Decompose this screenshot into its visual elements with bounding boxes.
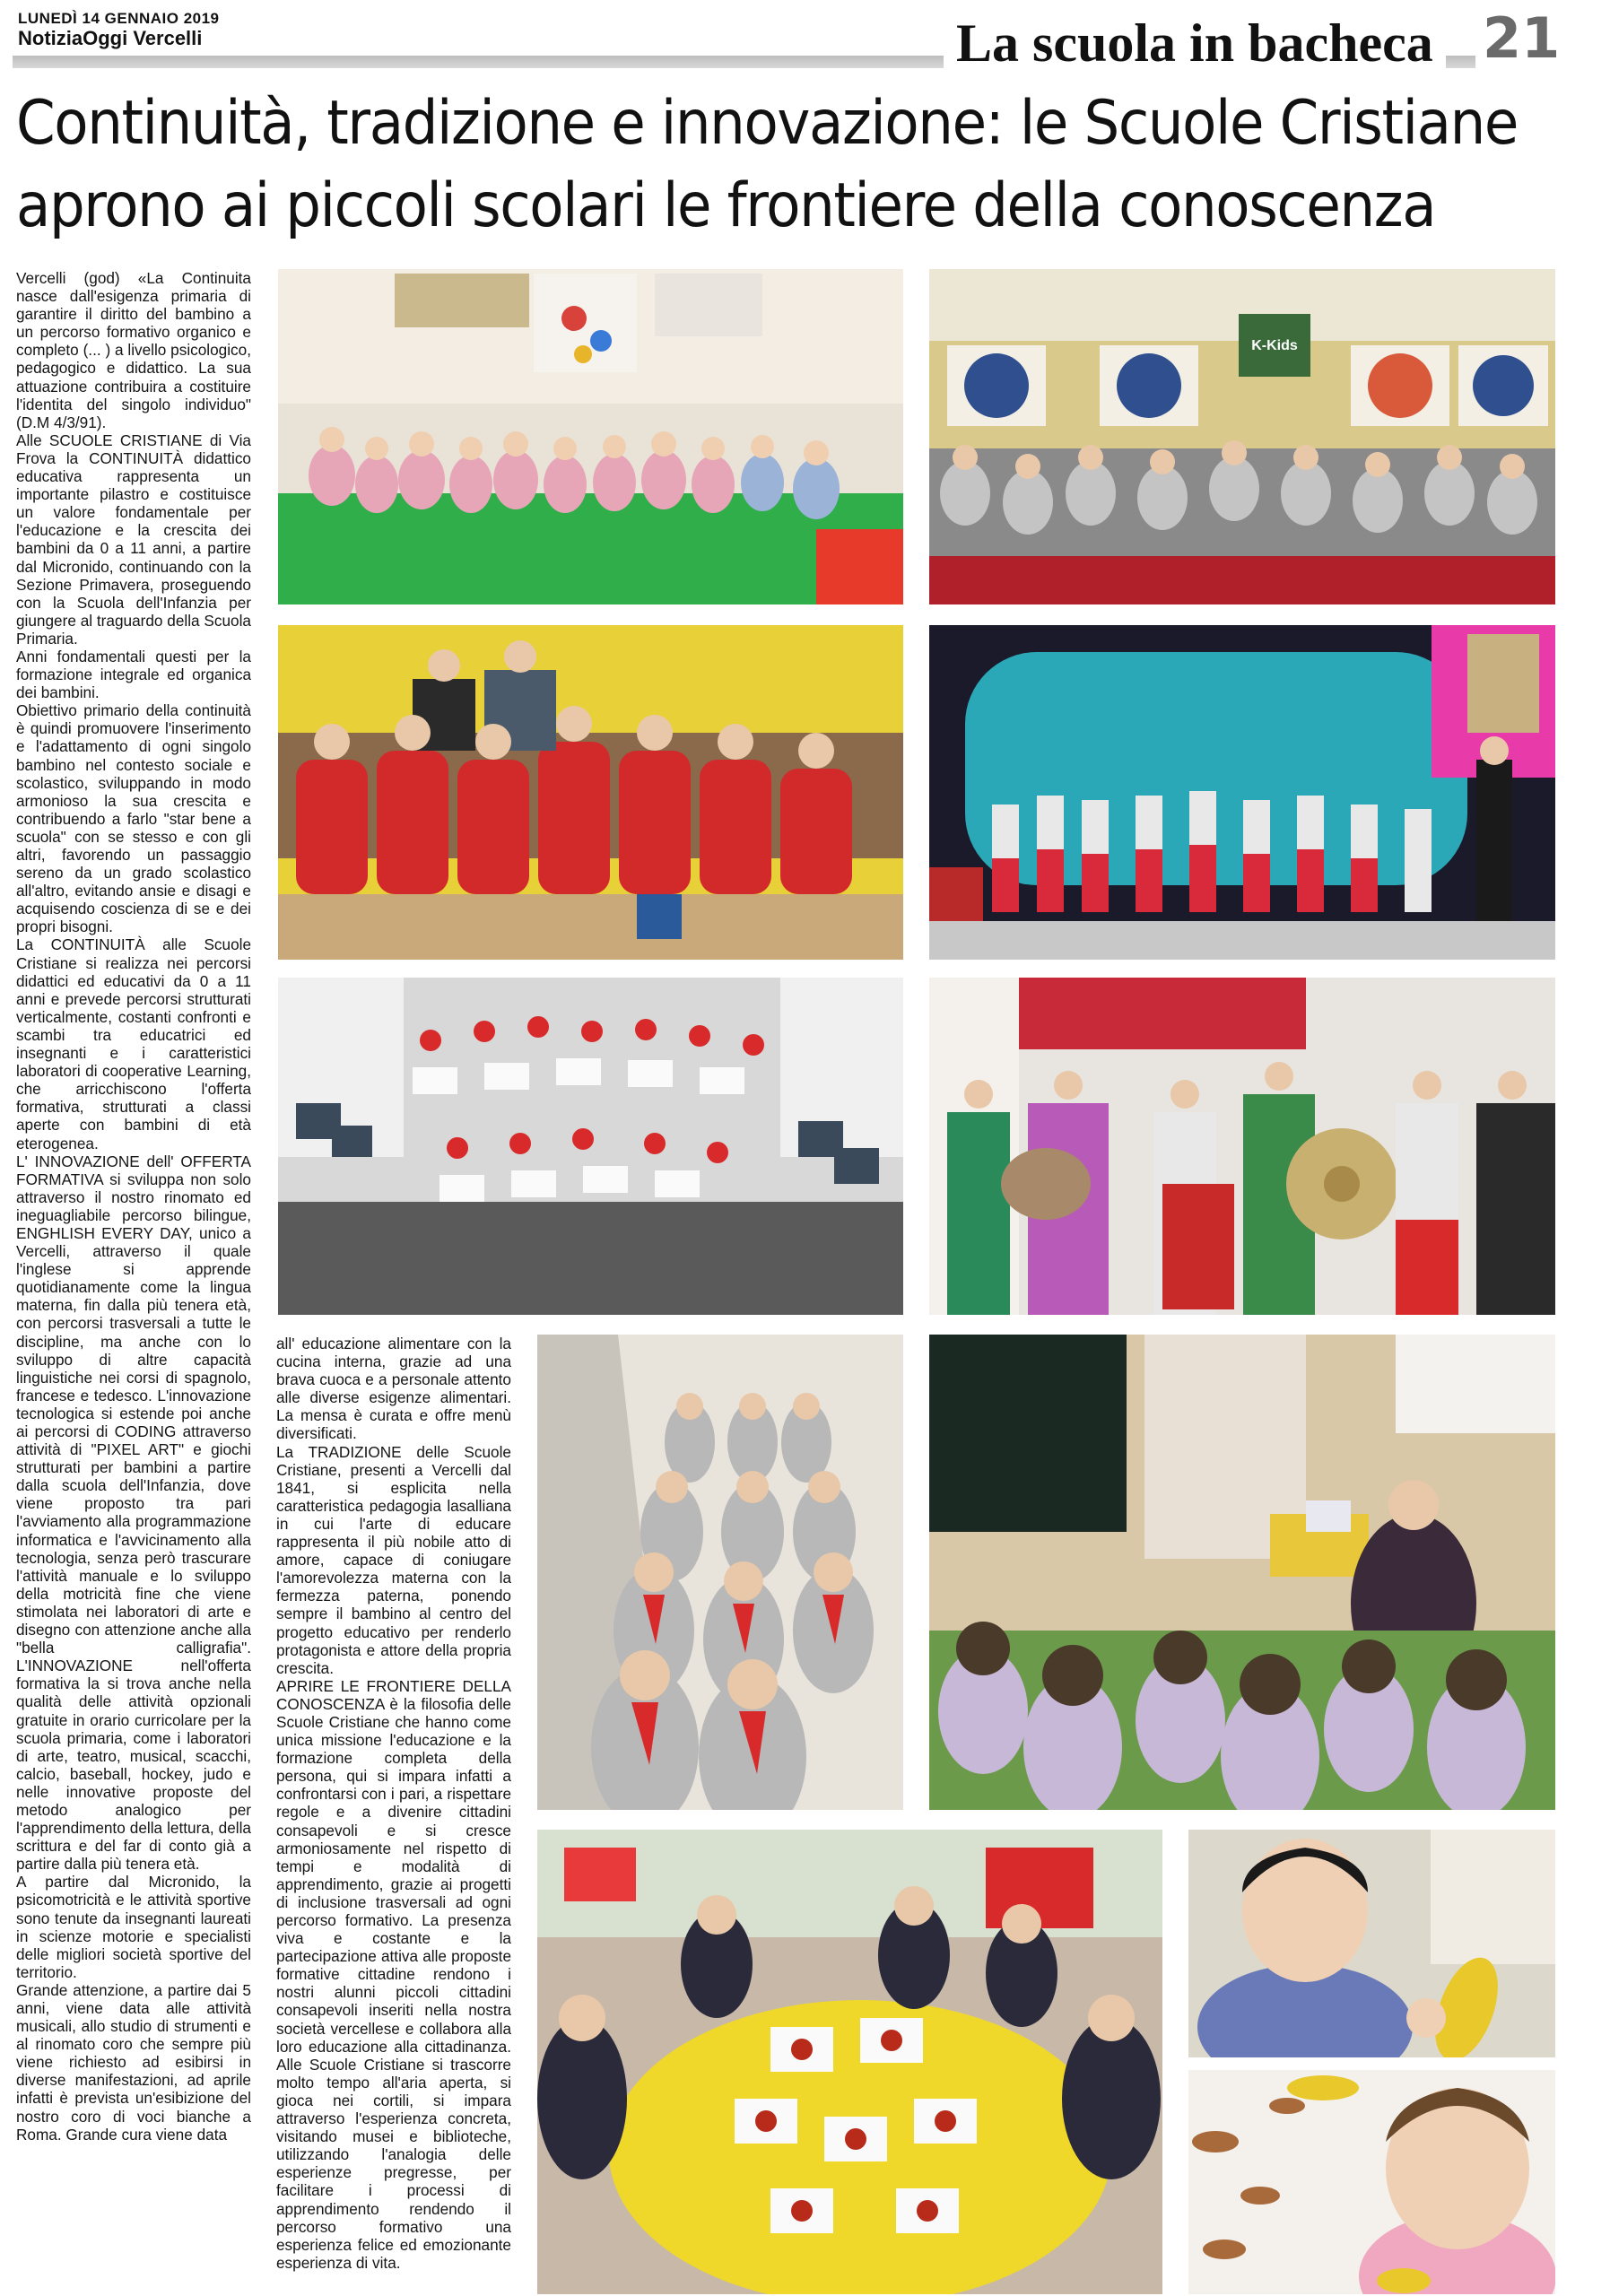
- photo-handprint-table: [537, 1830, 1162, 2294]
- article-paragraph: La CONTINUITÀ alle Scuole Cristiane si realizza nei percorsi didattici ed educativi da 0 a 11 anni e prevede percorsi strutturati verticalmente, costanti confronti e scambi tra educatrici ed insegnanti e i caratteristici laboratori di cooperative Learning, che arricchiscono l'offerta formativa, strutturati a classi aperte con bambini di età eterogenea.: [16, 935, 251, 1152]
- issue-date: LUNEDÌ 14 GENNAIO 2019: [18, 10, 220, 27]
- photo-toddlers-with-teacher: [929, 1335, 1555, 1810]
- kkids-sign-text: K-Kids: [1251, 338, 1298, 353]
- article-paragraph: Grande attenzione, a partire dai 5 anni, viene data alle attività musicali, allo studio di strumenti e al rinomato coro che sempre più viene richiesto ad esibirsi in diverse manifestazioni, ad aprile infatti è prevista un'esibizione del nostro coro di voci bianche a Roma. Grande cura viene data: [16, 1980, 251, 2144]
- masthead: [18, 11, 220, 49]
- section-title: La scuola in bacheca: [944, 13, 1446, 74]
- headline: [16, 83, 1518, 248]
- photo-red-tracksuit-group: [278, 625, 903, 960]
- photo-toddler-with-corn: [1188, 1830, 1555, 2057]
- headline-line-2: aprono ai piccoli scolari le frontiere della conoscenza: [16, 170, 1436, 241]
- photo-computer-lab: [278, 978, 903, 1315]
- article-paragraph: Obiettivo primario della continuità è quindi promuovere l'inserimento e l'adattamento di ogni singolo bambino nel contesto sociale e scolastico, sviluppando in modo armonioso la sua crescita e contribuendo a farlo "star bene a scuola" con se stesso e con gli altri, favorendo un passaggio sereno da un grado scolastico all'altro, evitando ansie e disagi e acquisendo coscienza di se e dei propri bisogni.: [16, 701, 251, 936]
- article-paragraph: Alle SCUOLE CRISTIANE di Via Frova la CONTINUITÀ didattico educativa rappresenta un importante pilastro e costituisce un valore fondamentale per l'educazione e la crescita dei bambini da 0 a 11 anni, a partire dal Micronido, continuando con la Sezione Primavera, proseguendo con la Scuola dell'Infanzia per giungere al traguardo della Scuola Primaria.: [16, 430, 251, 648]
- article-paragraph: all' educazione alimentare con la cucina interna, grazie ad una brava cuoca e a personale attento alle diverse esigenze alimentari. La mensa è curata e offre menù diversificati.: [276, 1335, 511, 1443]
- article-paragraph: Vercelli (god) «La Continuita nasce dall'esigenza primaria di garantire il diritto del bambino a un percorso formativo organico e completo (... ) a livello psicologico, pedagogico e didattico. La sua attuazione contribuira a costituire l'identita del singolo individuo" (D.M 4/3/91).: [16, 269, 251, 431]
- headline-line-1: Continuità, tradizione e innovazione: le Scuole Cristiane: [16, 88, 1518, 159]
- article-paragraph: APRIRE LE FRONTIERE DELLA CONOSCENZA è la filosofia delle Scuole Cristiane che hanno come unica missione l'educazione e la formazione completa della persona, qui si impara infatti a confrontarsi con i pari, a rispettare regole e a divenire cittadini consapevoli e si cresce armoniosamente nel rispetto di tempi e modalità di apprendimento, grazie ai progetti di inclusione trasversali ad ogni percorso formativo. La presenza viva e costante e la partecipazione attiva alle proposte formative cittadine rendono i nostri alunni piccoli cittadini consapevoli inseriti nella nostra società vercellese e collabora alla loro educazione alla cittadinanza. Alle Scuole Cristiane si trascorre molto tempo all'aria aperta, si gioca nei cortili, si impara attraverso l'esperienza concreta, visitando musei e biblioteche, utilizzando l'analogia delle esperienze pregresse, per facilitare i processi di apprendimento rendendo il percorso formativo una esperienza felice ed emozionante esperienza di vita.: [276, 1676, 511, 2272]
- article-paragraph: L' INNOVAZIONE dell' OFFERTA FORMATIVA si sviluppa non solo attraverso il nostro rinomato ed ineguagliabile percorso bilingue, ENGHLISH EVERY DAY, unico a Vercelli, attraverso il quale l'inglese si apprende quotidianamente come la lingua materna, fin dalla più tenera età, con percorsi trasversali a tutte le discipline, ma anche con lo sviluppo di altre capacità linguistiche nei corsi di spagnolo, francese e tedesco. L'innovazione tecnologica si estende poi anche ai percorsi di CODING attraverso attività di "PIXEL ART" e giochi strutturati per bambini a partire dalla scuola dell'Infanzia, dove viene proposto tra pari l'avviamento alla programmazione informatica e l'avvicinamento alla tecnologia, senza però trascurare l'attività manuale e lo sviluppo della motricità fine che viene stimolata nei laboratori di arte e disegno con attenzione anche alla "bella calligrafia". L'INNOVAZIONE nell'offerta formativa la si trova anche nella qualità delle attività opzionali gratuite in orario curricolare per la scuola primaria, come i laboratori di arte, teatro, musical, scacchi, calcio, baseball, hockey, judo e nelle innovative proposte del metodo analogico per l'apprendimento della lettura, della scrittura e del far di conto già a partire dalla più tenera età.: [16, 1152, 251, 1874]
- article-paragraph: A partire dal Micronido, la psicomotricità e le attività sportive sono tenute da insegnanti laureati in scienze motorie e specialisti delle migliori società sportive del territorio.: [16, 1873, 251, 1981]
- article-column-middle: [276, 1335, 511, 2292]
- photo-kindergarten-group: [278, 269, 903, 604]
- photo-assembly-hall: [929, 269, 1555, 604]
- photo-stage-performance: [929, 625, 1555, 960]
- article-paragraph: Anni fondamentali questi per la formazione integrale ed organica dei bambini.: [16, 647, 251, 702]
- photo-stairwell-students: [537, 1335, 903, 1810]
- page-number: 21: [1475, 5, 1567, 71]
- photo-baby-with-leaves: [1188, 2070, 1555, 2294]
- article-paragraph: La TRADIZIONE delle Scuole Cristiane, presenti a Vercelli dal 1841, si esplicita nella caratteristica pedagogia lasalliana in cui l'arte di educare rappresenta il più nobile atto di amore, capace di coniugare l'amorevolezza materna con la fermezza paterna, ponendo sempre il bambino al centro del progetto educativo per renderlo protagonista e attore della propria crescita.: [276, 1442, 511, 1677]
- newspaper-name: NotiziaOggi Vercelli: [18, 26, 203, 49]
- article-column-left: [16, 269, 251, 2292]
- photo-roman-costumes: [929, 978, 1555, 1315]
